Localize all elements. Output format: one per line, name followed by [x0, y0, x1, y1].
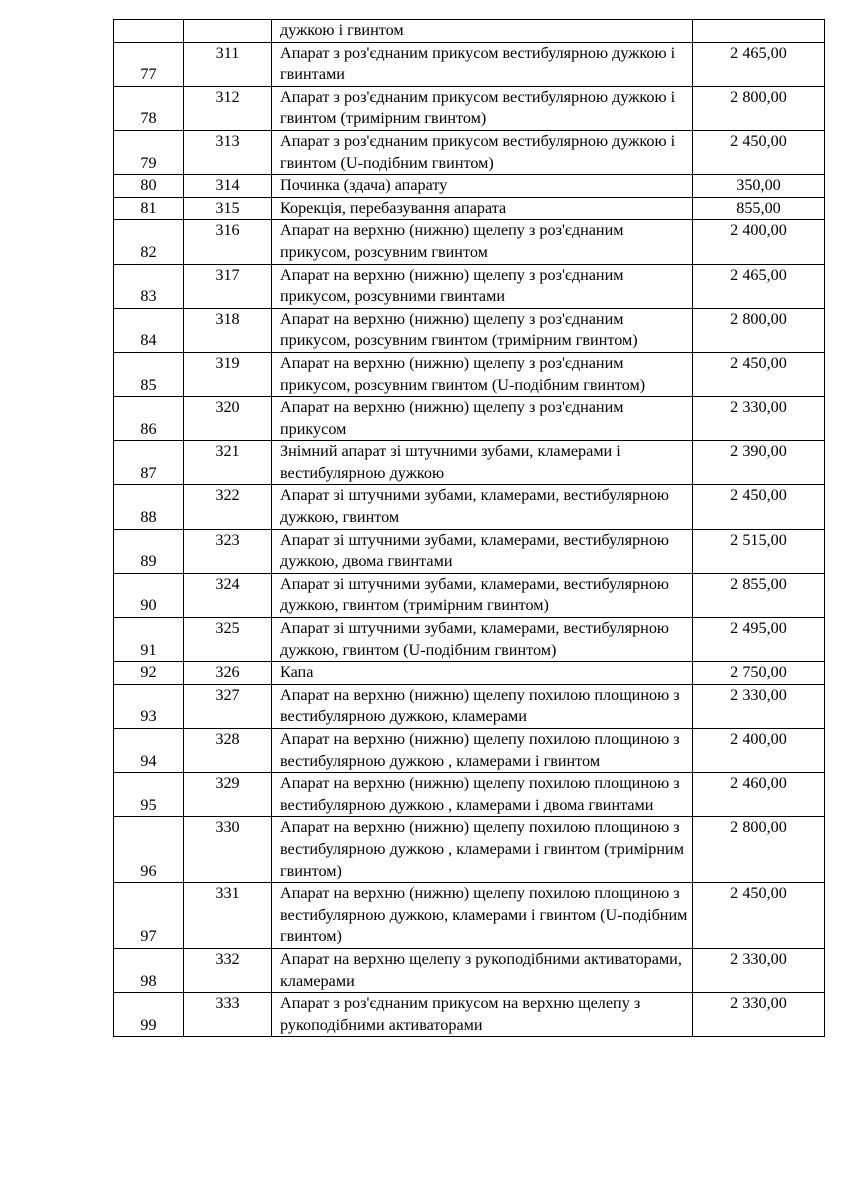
- service-price: 2 515,00: [693, 529, 825, 573]
- row-number: 89: [114, 529, 184, 573]
- service-price: 855,00: [693, 197, 825, 220]
- service-code: 311: [184, 42, 272, 86]
- table-row: [114, 220, 825, 264]
- service-price: 2 390,00: [693, 441, 825, 485]
- row-number: 94: [114, 729, 184, 773]
- service-code: 321: [184, 441, 272, 485]
- table-row: [114, 308, 825, 352]
- table-row: [114, 20, 825, 43]
- service-code: 314: [184, 175, 272, 198]
- table-row: [114, 485, 825, 529]
- service-price: 350,00: [693, 175, 825, 198]
- service-price: 2 330,00: [693, 684, 825, 728]
- service-code: 333: [184, 993, 272, 1037]
- service-name: Апарат зі штучними зубами, кламерами, вестибулярною дужкою, двома гвинтами: [272, 529, 693, 573]
- service-price: 2 855,00: [693, 573, 825, 617]
- row-number: 84: [114, 308, 184, 352]
- table-row: [114, 684, 825, 728]
- service-code: 325: [184, 618, 272, 662]
- service-code: 332: [184, 948, 272, 992]
- table-row: [114, 175, 825, 198]
- table-row: [114, 352, 825, 396]
- table-row: [114, 397, 825, 441]
- service-name: Апарат на верхню (нижню) щелепу з роз'єднаним прикусом, розсувним гвинтом: [272, 220, 693, 264]
- service-name: дужкою і гвинтом: [272, 20, 693, 43]
- service-name: Знімний апарат зі штучними зубами, кламерами і вестибулярною дужкою: [272, 441, 693, 485]
- row-number: 96: [114, 817, 184, 883]
- table-row: [114, 130, 825, 174]
- table-row: [114, 993, 825, 1037]
- service-price: 2 800,00: [693, 86, 825, 130]
- row-number: 88: [114, 485, 184, 529]
- row-number: 98: [114, 948, 184, 992]
- service-name: Апарат зі штучними зубами, кламерами, вестибулярною дужкою, гвинтом (тримірним гвинтом): [272, 573, 693, 617]
- service-code: 327: [184, 684, 272, 728]
- row-number: 85: [114, 352, 184, 396]
- service-price: 2 400,00: [693, 729, 825, 773]
- service-code: 330: [184, 817, 272, 883]
- row-number: 87: [114, 441, 184, 485]
- service-code: 326: [184, 662, 272, 685]
- service-code: 322: [184, 485, 272, 529]
- service-price: 2 450,00: [693, 130, 825, 174]
- service-price: 2 450,00: [693, 883, 825, 949]
- service-code: 319: [184, 352, 272, 396]
- document-page: [113, 19, 824, 1037]
- service-price: 2 330,00: [693, 397, 825, 441]
- service-name: Апарат з роз'єднаним прикусом вестибулярною дужкою і гвинтами: [272, 42, 693, 86]
- service-code: 313: [184, 130, 272, 174]
- service-name: Апарат на верхню (нижню) щелепу похилою площиною з вестибулярною дужкою, кламерами: [272, 684, 693, 728]
- service-code: 328: [184, 729, 272, 773]
- service-code: [184, 20, 272, 43]
- service-name: Капа: [272, 662, 693, 685]
- service-name: Апарат на верхню (нижню) щелепу з роз'єднаним прикусом, розсувними гвинтами: [272, 264, 693, 308]
- row-number: 97: [114, 883, 184, 949]
- row-number: 93: [114, 684, 184, 728]
- table-row: [114, 441, 825, 485]
- service-code: 316: [184, 220, 272, 264]
- service-price: 2 330,00: [693, 993, 825, 1037]
- table-row: [114, 86, 825, 130]
- service-code: 315: [184, 197, 272, 220]
- table-row: [114, 573, 825, 617]
- service-name: Апарат зі штучними зубами, кламерами, вестибулярною дужкою, гвинтом (U-подібним гвинтом): [272, 618, 693, 662]
- row-number: 99: [114, 993, 184, 1037]
- service-code: 323: [184, 529, 272, 573]
- row-number: [114, 20, 184, 43]
- service-price: 2 800,00: [693, 817, 825, 883]
- row-number: 95: [114, 773, 184, 817]
- table-row: [114, 817, 825, 883]
- service-price: 2 450,00: [693, 485, 825, 529]
- price-table-body: [114, 20, 825, 1037]
- service-name: Апарат на верхню (нижню) щелепу похилою площиною з вестибулярною дужкою, кламерами і гвинтом (U-подібним гвинтом): [272, 883, 693, 949]
- service-code: 320: [184, 397, 272, 441]
- service-price: [693, 20, 825, 43]
- table-row: [114, 948, 825, 992]
- table-row: [114, 729, 825, 773]
- service-name: Апарат на верхню (нижню) щелепу з роз'єднаним прикусом, розсувним гвинтом (U-подібним гвинтом): [272, 352, 693, 396]
- service-price: 2 800,00: [693, 308, 825, 352]
- service-price: 2 460,00: [693, 773, 825, 817]
- table-row: [114, 618, 825, 662]
- row-number: 80: [114, 175, 184, 198]
- row-number: 91: [114, 618, 184, 662]
- row-number: 81: [114, 197, 184, 220]
- service-name: Апарат на верхню (нижню) щелепу похилою площиною з вестибулярною дужкою , кламерами і гвинтом: [272, 729, 693, 773]
- service-price: 2 465,00: [693, 42, 825, 86]
- service-price: 2 750,00: [693, 662, 825, 685]
- row-number: 90: [114, 573, 184, 617]
- table-row: [114, 197, 825, 220]
- service-name: Апарат зі штучними зубами, кламерами, вестибулярною дужкою, гвинтом: [272, 485, 693, 529]
- service-name: Починка (здача) апарату: [272, 175, 693, 198]
- service-name: Апарат з роз'єднаним прикусом вестибулярною дужкою і гвинтом (U-подібним гвинтом): [272, 130, 693, 174]
- service-price: 2 450,00: [693, 352, 825, 396]
- service-name: Апарат з роз'єднаним прикусом вестибулярною дужкою і гвинтом (тримірним гвинтом): [272, 86, 693, 130]
- service-name: Апарат на верхню (нижню) щелепу похилою площиною з вестибулярною дужкою , кламерами і двома гвинтами: [272, 773, 693, 817]
- service-name: Апарат на верхню щелепу з рукоподібними активаторами, кламерами: [272, 948, 693, 992]
- row-number: 78: [114, 86, 184, 130]
- service-code: 312: [184, 86, 272, 130]
- service-name: Корекція, перебазування апарата: [272, 197, 693, 220]
- service-code: 318: [184, 308, 272, 352]
- service-name: Апарат на верхню (нижню) щелепу з роз'єднаним прикусом, розсувним гвинтом (тримірним гвинтом): [272, 308, 693, 352]
- service-price: 2 465,00: [693, 264, 825, 308]
- service-price: 2 495,00: [693, 618, 825, 662]
- service-code: 317: [184, 264, 272, 308]
- row-number: 77: [114, 42, 184, 86]
- table-row: [114, 883, 825, 949]
- table-row: [114, 264, 825, 308]
- service-code: 324: [184, 573, 272, 617]
- service-code: 331: [184, 883, 272, 949]
- service-name: Апарат на верхню (нижню) щелепу похилою площиною з вестибулярною дужкою , кламерами і гвинтом (тримірним гвинтом): [272, 817, 693, 883]
- service-price: 2 400,00: [693, 220, 825, 264]
- table-row: [114, 773, 825, 817]
- service-name: Апарат з роз'єднаним прикусом на верхню щелепу з рукоподібними активаторами: [272, 993, 693, 1037]
- row-number: 92: [114, 662, 184, 685]
- table-row: [114, 529, 825, 573]
- row-number: 83: [114, 264, 184, 308]
- table-row: [114, 662, 825, 685]
- service-name: Апарат на верхню (нижню) щелепу з роз'єднаним прикусом: [272, 397, 693, 441]
- service-price: 2 330,00: [693, 948, 825, 992]
- row-number: 79: [114, 130, 184, 174]
- row-number: 86: [114, 397, 184, 441]
- price-table: [113, 19, 825, 1037]
- table-row: [114, 42, 825, 86]
- row-number: 82: [114, 220, 184, 264]
- service-code: 329: [184, 773, 272, 817]
